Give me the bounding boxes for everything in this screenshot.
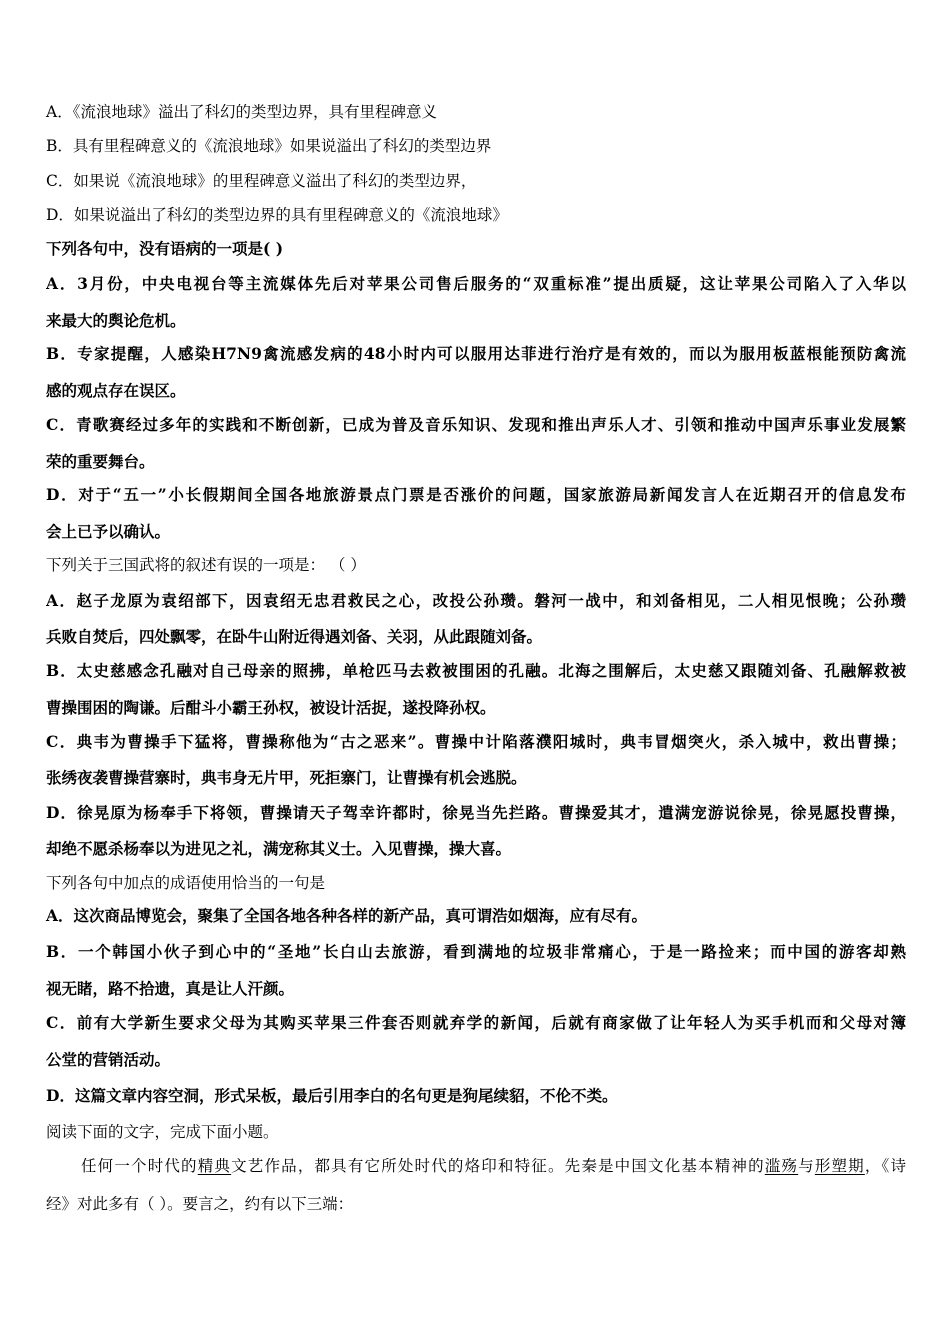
q1-option-d: D．如果说溢出了科幻的类型边界的具有里程碑意义的《流浪地球》 [46,206,508,224]
q4-option-a: A．这次商品博览会，聚集了全国各地各种各样的新产品，真可谓浩如烟海，应有尽有。 [46,906,648,925]
q2-option-d-line2: 会上已予以确认。 [46,522,171,541]
reading-text: 与 [798,1157,815,1175]
q2-option-a-line2: 来最大的舆论危机。 [46,311,186,330]
q1-option-c: C．如果说《流浪地球》的里程碑意义溢出了科幻的类型边界， [46,172,477,190]
reading-paragraph-line1 [81,1156,906,1176]
reading-text: ，《诗 [864,1157,906,1175]
q4-option-b-line1: B．一个韩国小伙子到心中的“圣地”长白山去旅游，看到满地的垃圾非常痛心，于是一路捡来；而中国的游客却熟 [46,942,906,961]
q3-option-c-line2: 张绣夜袭曹操营寨时，典韦身无片甲，死拒寨门，让曹操有机会逃脱。 [46,768,527,787]
reading-text: 任何一个时代的 [81,1157,198,1175]
q1-option-a: A．《流浪地球》溢出了科幻的类型边界，具有里程碑意义 [46,103,437,121]
q2-option-c-line2: 荣的重要舞台。 [46,452,155,471]
q3-option-d-line2: 却绝不愿杀杨奉以为进见之礼，满宠称其义士。入见曹操，操大喜。 [46,839,512,858]
q4-option-c-line2: 公堂的营销活动。 [46,1050,171,1069]
q4-option-d: D．这篇文章内容空洞，形式呆板，最后引用李白的名句更是狗尾续貂，不伦不类。 [46,1086,618,1105]
reading-paragraph-line2: 经》对此多有（ ）。要言之，约有以下三端： [46,1195,354,1213]
reading-intro: 阅读下面的文字，完成下面小题。 [46,1123,279,1141]
q3-option-a-line1: A．赵子龙原为袁绍部下，因袁绍无忠君救民之心，改投公孙瓒。磐河一战中，和刘备相见，二人相见恨晚；公孙瓒 [46,591,906,610]
underlined-word: 精典 [197,1157,232,1175]
q3-option-b-line2: 曹操围困的陶谦。后酣斗小霸王孙权，被设计活捉，遂投降孙权。 [46,698,496,717]
q2-option-a-line1: A．3月份，中央电视台等主流媒体先后对苹果公司售后服务的“双重标准”提出质疑，这让苹果公司陷入了入华以 [46,274,906,293]
q2-stem: 下列各句中，没有语病的一项是( ) [46,239,284,258]
q3-option-a-line2: 兵败自焚后，四处飘零，在卧牛山附近得遇刘备、关羽，从此跟随刘备。 [46,627,543,646]
q2-option-c-line1: C．青歌赛经过多年的实践和不断创新，已成为普及音乐知识、发现和推出声乐人才、引领和推动中国声乐事业发展繁 [46,415,906,434]
q3-option-b-line1: B．太史慈感念孔融对自己母亲的照拂，单枪匹马去救被围困的孔融。北海之围解后，太史慈又跟随刘备、孔融解救被 [46,661,906,680]
q2-option-d-line1: D．对于“五一”小长假期间全国各地旅游景点门票是否涨价的问题，国家旅游局新闻发言人在近期召开的信息发布 [46,485,906,504]
underlined-word: 形塑期 [814,1157,865,1175]
q3-stem: 下列关于三国武将的叙述有误的一项是： （ ） [46,556,366,574]
q4-stem: 下列各句中加点的成语使用恰当的一句是 [46,874,326,892]
reading-text: 文艺作品，都具有它所处时代的烙印和特征。先秦是中国文化基本精神的 [231,1157,765,1175]
q4-option-c-line1: C．前有大学新生要求父母为其购买苹果三件套否则就弃学的新闻，后就有商家做了让年轻人为买手机而和父母对簿 [46,1013,906,1032]
q3-option-c-line1: C．典韦为曹操手下猛将，曹操称他为“古之恶来”。曹操中计陷落濮阳城时，典韦冒烟突火，杀入城中，救出曹操； [46,732,906,751]
q3-option-d-line1: D．徐晃原为杨奉手下将领，曹操请天子驾幸许都时，徐晃当先拦路。曹操爱其才，遣满宠游说徐晃，徐晃愿投曹操， [46,803,906,822]
q1-option-b: B．具有里程碑意义的《流浪地球》如果说溢出了科幻的类型边界 [46,137,492,155]
underlined-word: 滥殇 [764,1157,799,1175]
q4-option-b-line2: 视无睹，路不拾遗，真是让人汗颜。 [46,979,295,998]
q2-option-b-line2: 感的观点存在误区。 [46,381,186,400]
q2-option-b-line1: B．专家提醒，人感染H7N9禽流感发病的48小时内可以服用达菲进行治疗是有效的，而以为服用板蓝根能预防禽流 [46,344,906,363]
